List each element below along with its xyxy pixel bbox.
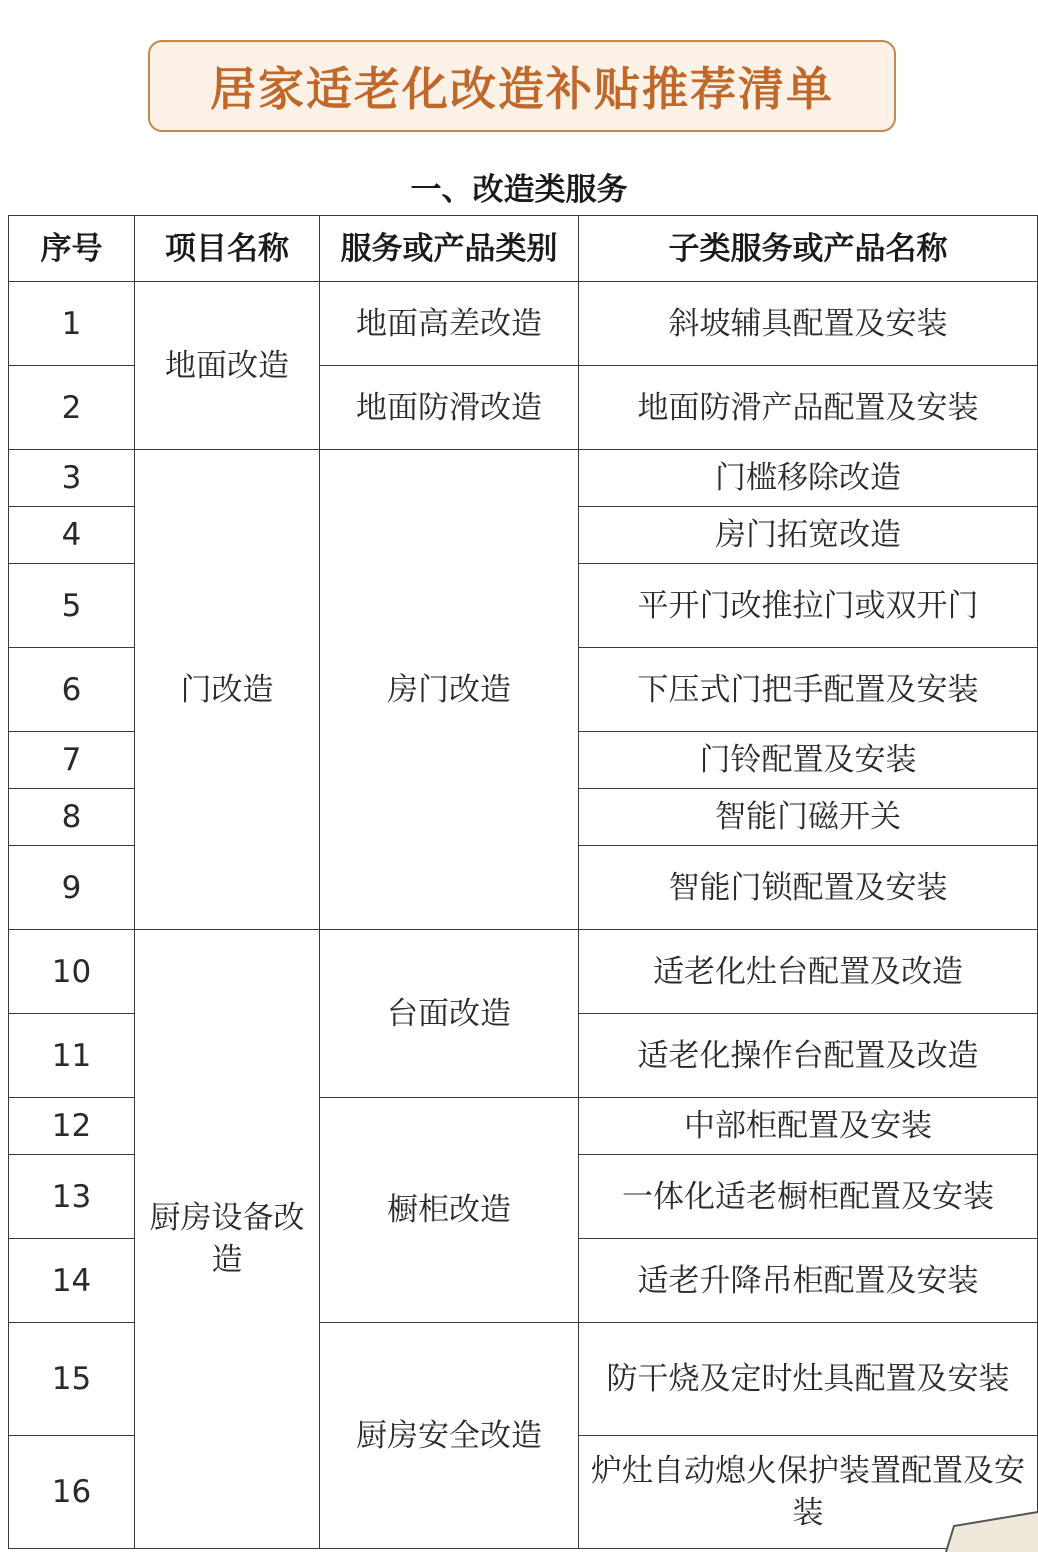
page-title: 居家适老化改造补贴推荐清单 [210,62,834,116]
row-number: 1 [9,282,135,366]
table-row [9,450,1038,507]
subitem-cell: 下压式门把手配置及安装 [579,648,1038,732]
page-curl-decoration [936,1508,1038,1552]
subitem-cell: 适老化操作台配置及改造 [579,1014,1038,1098]
subitem-cell: 适老化灶台配置及改造 [579,930,1038,1014]
row-number: 14 [9,1239,135,1323]
section-heading: 一、改造类服务 [410,172,628,208]
header-project: 项目名称 [135,216,320,282]
subitem-cell: 炉灶自动熄火保护装置配置及安装 [579,1436,1038,1549]
header-subitem: 子类服务或产品名称 [579,216,1038,282]
header-number: 序号 [9,216,135,282]
category-cell: 台面改造 [320,930,579,1098]
subitem-cell: 智能门磁开关 [579,789,1038,846]
subitem-cell: 平开门改推拉门或双开门 [579,564,1038,648]
subitem-cell: 防干烧及定时灶具配置及安装 [579,1323,1038,1436]
project-cell: 门改造 [135,450,320,930]
category-cell: 房门改造 [320,450,579,930]
subitem-cell: 门槛移除改造 [579,450,1038,507]
row-number: 16 [9,1436,135,1549]
row-number: 9 [9,846,135,930]
subitem-cell: 一体化适老橱柜配置及安装 [579,1155,1038,1239]
subitem-cell: 房门拓宽改造 [579,507,1038,564]
row-number: 6 [9,648,135,732]
row-number: 7 [9,732,135,789]
row-number: 11 [9,1014,135,1098]
subitem-cell: 智能门锁配置及安装 [579,846,1038,930]
table-row [9,930,1038,1014]
project-cell: 地面改造 [135,282,320,450]
title-banner [148,40,896,132]
subitem-cell: 斜坡辅具配置及安装 [579,282,1038,366]
row-number: 2 [9,366,135,450]
row-number: 8 [9,789,135,846]
row-number: 4 [9,507,135,564]
subitem-cell: 地面防滑产品配置及安装 [579,366,1038,450]
row-number: 5 [9,564,135,648]
table-header-row [9,216,1038,282]
category-cell: 橱柜改造 [320,1098,579,1323]
table-row [9,282,1038,366]
project-cell: 厨房设备改造 [135,930,320,1549]
subsidy-table [8,215,1038,1549]
subitem-cell: 门铃配置及安装 [579,732,1038,789]
row-number: 15 [9,1323,135,1436]
row-number: 10 [9,930,135,1014]
subitem-cell: 中部柜配置及安装 [579,1098,1038,1155]
row-number: 12 [9,1098,135,1155]
category-cell: 厨房安全改造 [320,1323,579,1549]
category-cell: 地面高差改造 [320,282,579,366]
category-cell: 地面防滑改造 [320,366,579,450]
header-category: 服务或产品类别 [320,216,579,282]
row-number: 13 [9,1155,135,1239]
subitem-cell: 适老升降吊柜配置及安装 [579,1239,1038,1323]
row-number: 3 [9,450,135,507]
